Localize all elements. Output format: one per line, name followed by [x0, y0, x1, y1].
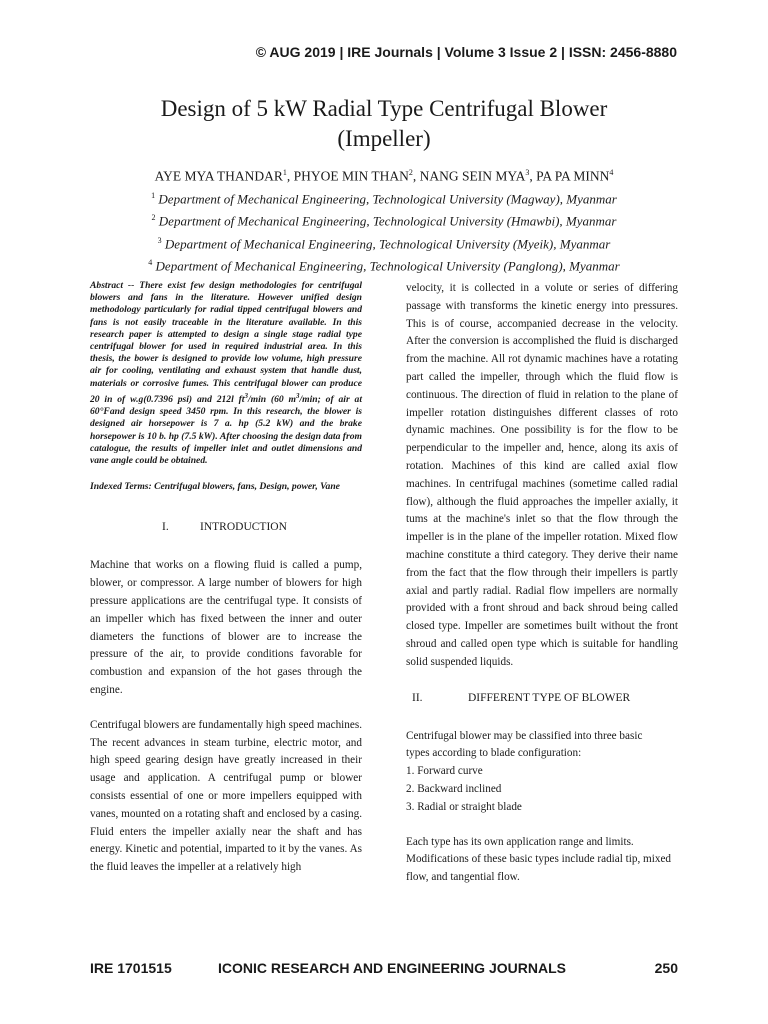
affiliation [0, 231, 768, 253]
page-number: 250 [654, 960, 678, 976]
affiliation [0, 208, 768, 230]
author-affil-sup: 2 [408, 168, 413, 177]
right-column [406, 280, 678, 887]
section-number: I. [162, 521, 169, 534]
affiliation-text: Department of Mechanical Engineering, Technological University (Hmawbi), Myanmar [158, 213, 617, 229]
author-list [0, 168, 768, 185]
section-title: DIFFERENT TYPE OF BLOWER [468, 691, 631, 704]
list-item: 2. Backward inclined [406, 782, 502, 795]
section-number: II. [412, 691, 423, 704]
author-name: NANG SEIN MYA [419, 168, 526, 184]
author-affil-sup: 4 [609, 168, 614, 177]
section-heading-introduction [90, 521, 362, 535]
author-separator: , [286, 168, 294, 184]
list-item: 3. Radial or straight blade [406, 800, 522, 813]
author-name: AYE MYA THANDAR [154, 168, 283, 184]
blower-type-list [406, 728, 678, 817]
superscript: 3 [244, 391, 248, 400]
affiliation-text: Department of Mechanical Engineering, Technological University (Panglong), Myanmar [155, 258, 620, 274]
affiliation-sup: 4 [148, 257, 153, 267]
author-name: PHYOE MIN THAN [293, 168, 409, 184]
journal-header: © AUG 2019 | IRE Journals | Volume 3 Issue 2 | ISSN: 2456-8880 [255, 44, 677, 60]
footer-paper-id: IRE 1701515 [90, 960, 172, 976]
body-paragraph: Each type has its own application range and limits. Modifications of these basic types include radial tip, mixed flow, and tangential flow. [406, 835, 672, 884]
left-column [90, 280, 362, 877]
affiliation [0, 253, 768, 275]
affiliation-list [0, 186, 768, 275]
body-paragraph: Centrifugal blowers are fundamentally high speed machines. The recent advances in steam turbine, electric motor, and high speed gearing design have greatly increased in their usage and application. A centrifugal pump or blower consists essential of one or more impellers equipped with vanes, mounted on a rotating shaft and enclosed by a casing. Fluid enters the impeller axially near the shaft and has energy. Kinetic and potential, imparted to it by the vanes. As the fluid leaves the impeller at a relatively high [90, 718, 362, 874]
section-title: INTRODUCTION [200, 521, 287, 534]
abstract-text: /min (60 m [247, 394, 297, 406]
section-heading-blower-types [406, 692, 678, 706]
body-paragraph: velocity, it is collected in a volute or series of differing passage with transforms the kinetic energy into pressures. This is of course, accompanied decrease in the velocity. After the conversion is accomplished the fluid is discharged from the machine. All rot dynamic machines have a rotating part called the impeller, through which the fluid flow is continuous. The direction of fluid in relation to the plane of impeller rotation distinguishes different classes of roto dynamic machines. One possibility is for the flow to be perpendicular to the impeller and, hence, along its axis of rotation. Machines of this kind are called axial flow machines. In centrifugal machines (sometime called radial flow), although the fluid approaches the impeller axially, it tums at the machine's inlet so that the flow through the impeller is in the plane of the impeller rotation. Mixed flow machine constitute a third category. They derive their name from the fact that the flow through their impellers is partly axial and partly radial. Radial flow impellers are normally provided with a front shroud and back shroud being called closed type. Impeller are sometimes built without the front shroud and called open type which is suitable for handling solid suspended liquids. [406, 282, 678, 668]
author-affil-sup: 1 [282, 168, 287, 177]
author-name: PA PA MINN [536, 168, 610, 184]
title-line-1: Design of 5 kW Radial Type Centrifugal Blower [160, 96, 608, 121]
author-affil-sup: 3 [525, 168, 530, 177]
footer-journal-name: ICONIC RESEARCH AND ENGINEERING JOURNALS [218, 960, 566, 976]
abstract [90, 280, 362, 467]
title-line-2: (Impeller) [337, 126, 431, 151]
author-separator: , [412, 168, 420, 184]
list-item: 1. Forward curve [406, 765, 483, 778]
affiliation-text: Department of Mechanical Engineering, Technological University (Magway), Myanmar [158, 191, 617, 207]
affiliation-sup: 1 [151, 191, 156, 200]
abstract-text: /min; of air at 60°Fand design speed 3450 rpm. In this research, the blower is designed air horsepower is 7 a. hp (5.2 kW) and the brake horsepower is 10 b. hp (7.5 kW). After choosing the design data from catalogue, the results of impeller inlet and outlet dimensions and vane angle could be obtained. [90, 394, 362, 467]
superscript: 3 [296, 391, 300, 400]
affiliation-text: Department of Mechanical Engineering, Technological University (Myeik), Myanmar [164, 235, 611, 251]
author-separator: , [529, 168, 537, 184]
affiliation-sup: 2 [151, 213, 156, 223]
affiliation-sup: 3 [157, 235, 162, 245]
affiliation [0, 186, 768, 208]
list-line: types according to blade configuration: [406, 747, 582, 760]
indexed-terms: Indexed Terms: Centrifugal blowers, fans, Design, power, Vane [90, 481, 340, 493]
page-footer [90, 960, 678, 978]
abstract-text: Abstract -- There exist few design methodologies for centrifugal blowers and fans in the literature. However unified design methodology particularly for radial tipped centrifugal blowers and fans is not easily traceable in the literature available. In this research paper is attempted to design a single stage radial type centrifugal blower for used in required industrial area. In this thesis, the bower is designed to provide low volume, high pressure air for cooling, ventilating and exhaust system that handle dust, materials or corrosive fumes. This centrifugal blower can produce 20 in of w.g(0.7396 psi) and 212l ft [90, 280, 362, 406]
list-line: Centrifugal blower may be classified into three basic [406, 729, 643, 742]
body-paragraph: Machine that works on a flowing fluid is called a pump, blower, or compressor. A large number of blowers for high pressure applications are the centrifugal type. It consists of an impeller which has fixed between the inner and outer diameters the functions of blower are to increase the pressure of the air, to provide conditions favorable for combustion and expansion of the hot gases through the engine. [90, 559, 362, 697]
paper-title [0, 94, 768, 154]
